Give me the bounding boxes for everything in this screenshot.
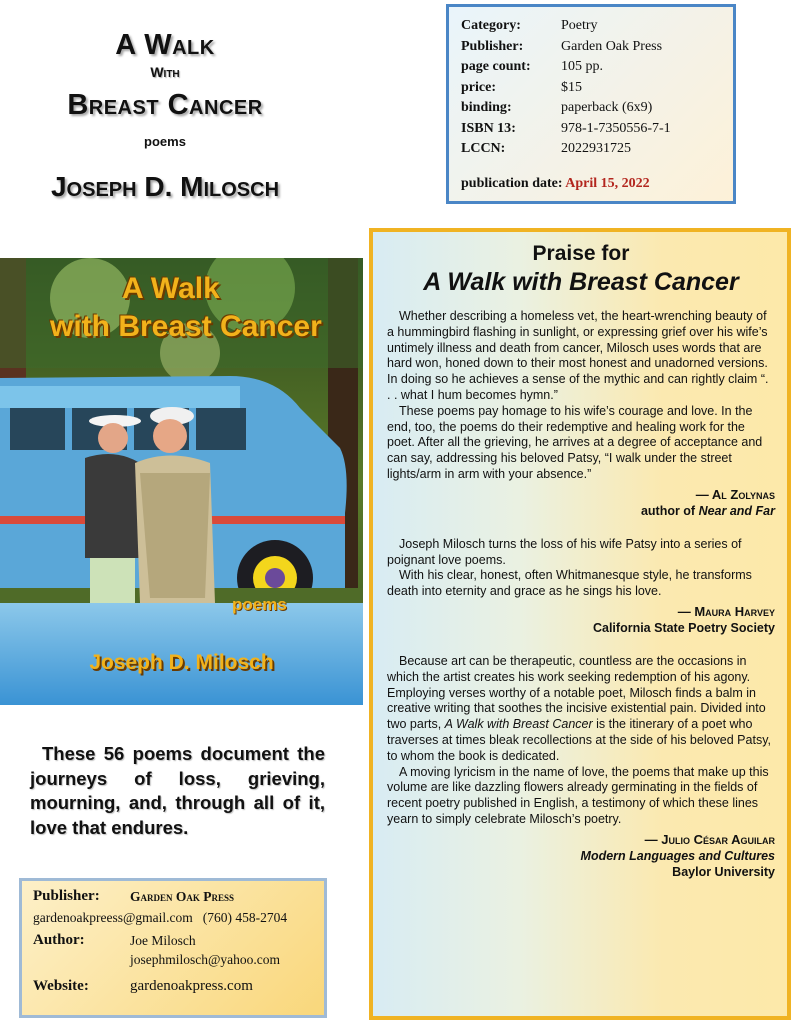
author-label: Author: [33, 932, 85, 948]
publisher-email[interactable]: gardenoakpreess@gmail.com [33, 910, 193, 925]
info-value: 105 pp. [561, 59, 603, 74]
quote-paragraph: Joseph Milosch turns the loss of his wife Patsy into a series of poignant love poems. [387, 536, 742, 567]
cover-title-line2: with Breast Cancer [50, 310, 322, 343]
info-key: ISBN 13 [461, 120, 512, 136]
info-sep: : [525, 59, 531, 74]
info-row [461, 37, 721, 58]
book-title-line1: A Walk [115, 29, 215, 61]
info-key: Publisher [461, 38, 519, 54]
quote-2-attribution [387, 604, 775, 636]
quote-paragraph: A moving lyricism in the name of love, the poems that make up this volume are like dazzling flowers already germinating in the fields of recent poetry published in English, a testimony of which these lines yearn to simply celebrate Milosch’s poetry. [387, 764, 769, 826]
book-description: These 56 poems document the journeys of loss, grieving, mourning, and, through all of it, love that endures. [30, 743, 325, 838]
info-value: 978-1-7350556-7-1 [561, 120, 671, 136]
praise-quote-2 [387, 537, 775, 600]
info-key: page count [461, 59, 526, 74]
info-value: paperback (6x9) [561, 100, 653, 115]
book-info-box [446, 4, 736, 204]
cover-author: Joseph D. Milosch [89, 651, 274, 674]
person-woman-face [98, 423, 128, 453]
reviewer-name: — Al Zolynas [695, 486, 775, 502]
info-row [461, 98, 721, 119]
info-key-wrap [461, 16, 561, 37]
info-value: 2022931725 [561, 141, 631, 156]
cover-poems-label: poems [232, 595, 287, 614]
reviewer-name: — Julio César Aguilar [644, 831, 775, 847]
info-value: Garden Oak Press [561, 38, 663, 54]
info-sep: : [518, 38, 524, 54]
praise-box [369, 228, 791, 1020]
info-value: Poetry [561, 18, 598, 33]
reviewer-role: Modern Languages and Cultures [580, 848, 775, 863]
reviewer-affiliation: Baylor University [672, 864, 775, 879]
info-sep: : [511, 120, 516, 136]
reviewer-role: California State Poetry Society [592, 620, 775, 635]
author-email[interactable]: josephmilosch@yahoo.com [130, 952, 281, 967]
praise-heading: Praise for [532, 242, 630, 265]
info-key-wrap [461, 119, 561, 140]
info-key: binding [461, 100, 507, 115]
info-key: LCCN [461, 141, 501, 156]
info-key-wrap [461, 37, 561, 58]
info-sep: : [506, 100, 512, 115]
person-man-face [153, 419, 187, 453]
praise-quote-1 [387, 309, 775, 483]
info-rows [461, 16, 721, 160]
info-key-wrap [461, 57, 561, 78]
quote-1-attribution [387, 487, 775, 519]
info-row [461, 57, 721, 78]
info-sep: : [516, 18, 521, 33]
info-key-wrap [461, 98, 561, 119]
quote-paragraph: Because art can be therapeutic, countless are the occasions in which the artist creates his work seeking redemption of his agony. Employing verses worthy of a notable poet, Milosch finds a balm in creative writing that soothes the incisive existential pain. Divided into two parts, A Walk with Breast Cancer is the itinerary of a poet who traverses at times bleak recollections at the side of his beloved Patsy, to whom the book is dedicated. [387, 653, 771, 763]
cover-title [50, 270, 350, 346]
info-row [461, 16, 721, 37]
publication-date-value: April 15, 2022 [565, 175, 650, 191]
book-author: Joseph D. Milosch [50, 171, 280, 202]
publication-date: publication date: April 15, 2022 [461, 175, 650, 191]
info-row [461, 119, 721, 140]
info-sep: : [491, 79, 496, 95]
book-title-line2: With [150, 64, 180, 80]
cover-title-line1: A Walk [122, 272, 220, 305]
title-block [0, 28, 330, 203]
info-sep: : [500, 141, 506, 156]
info-key: price [461, 79, 492, 95]
publication-date-label: publication date [461, 175, 558, 191]
quote-paragraph: Whether describing a homeless vet, the heart-wrenching beauty of a hummingbird flashing in sunlight, or expressing grief over his wife’s untimely illness and death from cancer, Milosch uses words that are hard won, honed down to their most honest and unadorned versions. In doing so he achieves a sense of the mythic and can rightly claim “. . . what I hum becomes hymn.” [387, 309, 769, 402]
info-key-wrap [461, 78, 561, 99]
publisher-label: Publisher: [33, 888, 100, 904]
praise-quote-3 [387, 654, 775, 828]
website-label: Website: [33, 978, 89, 994]
book-cover-image [0, 258, 363, 705]
info-value: $15 [561, 79, 582, 95]
contact-box [19, 878, 327, 1018]
publisher-name: Garden Oak Press [130, 889, 235, 904]
book-subtitle: poems [144, 134, 186, 149]
book-title-line3: Breast Cancer [67, 89, 263, 121]
publisher-phone: (760) 458-2704 [202, 910, 288, 925]
praise-subheading: A Walk with Breast Cancer [423, 268, 739, 296]
quote-paragraph: With his clear, honest, often Whitmanesque style, he transforms death into eternity and grace as he sings his love. [387, 568, 752, 599]
info-row [461, 78, 721, 99]
quote-paragraph: These poems pay homage to his wife’s courage and love. In the end, too, the poems do their redemptive and healing work for the poet. After all the grieving, he arrives at a degree of acceptance and can say, addressing his beloved Patsy, “I walk under the street lights/arm in arm with your absence.” [387, 403, 763, 481]
reviewer-name: — Maura Harvey [677, 603, 775, 619]
website-link[interactable]: gardenoakpress.com [130, 978, 253, 994]
info-key-wrap [461, 139, 561, 160]
info-key: Category [461, 18, 517, 33]
info-row [461, 139, 721, 160]
author-name: Joe Milosch [130, 933, 196, 948]
reviewer-role: author of Near and Far [640, 503, 775, 518]
quote-3-attribution [387, 832, 775, 880]
